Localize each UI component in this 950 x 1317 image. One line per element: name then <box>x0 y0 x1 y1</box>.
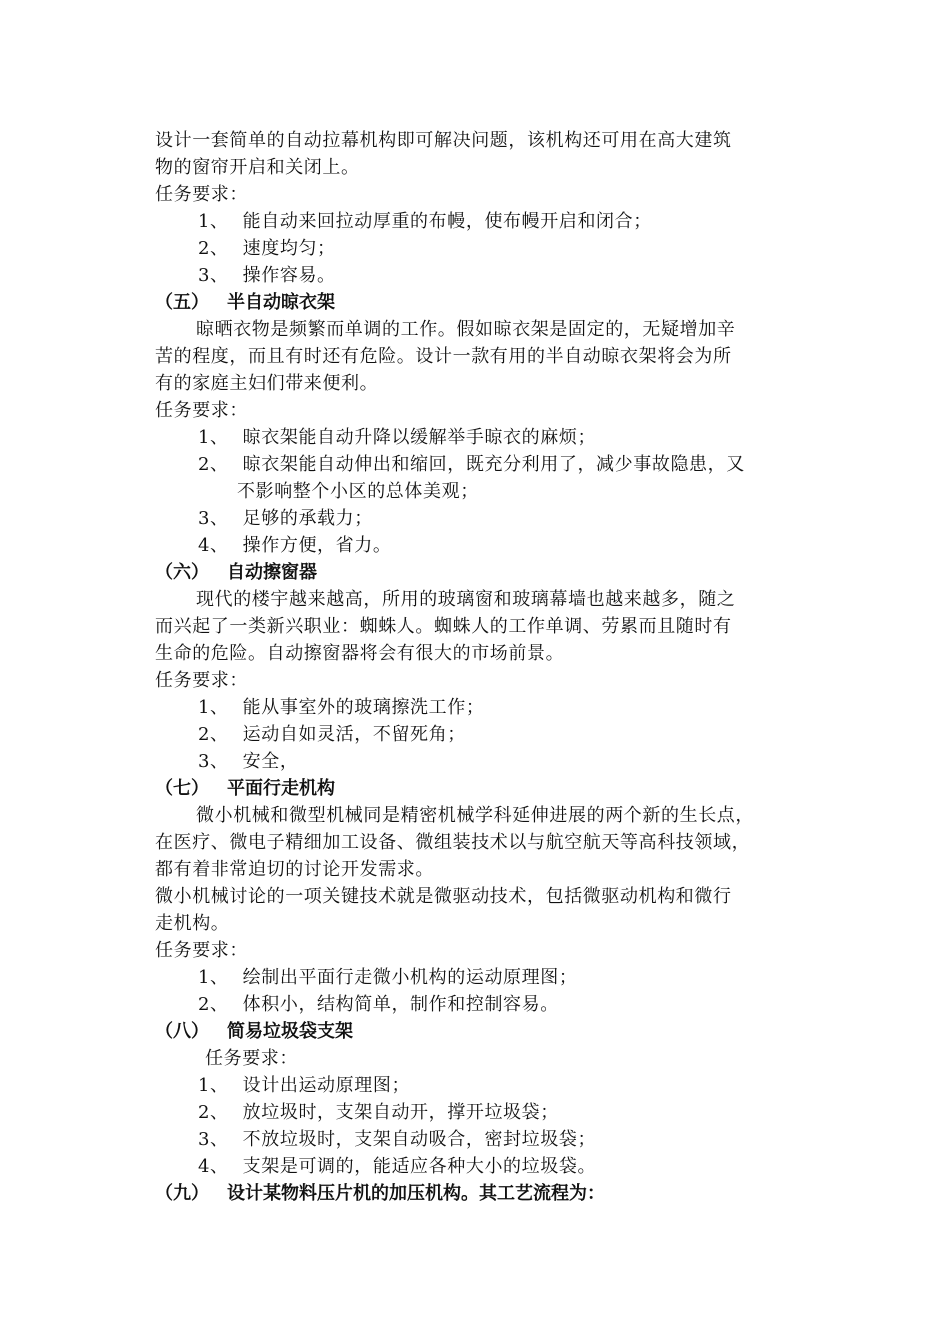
paragraph-line: 设计一套简单的自动拉幕机构即可解决问题，该机构还可用在高大建筑 <box>155 130 732 151</box>
list-text: 不放垃圾时，支架自动吸合，密封垃圾袋； <box>242 1129 597 1150</box>
list-text: 晾衣架能自动伸出和缩回，既充分利用了，减少事故隐患，又 <box>242 454 745 475</box>
list-text: 体积小，结构简单，制作和控制容易。 <box>242 994 559 1015</box>
list-number: 3、 <box>198 508 229 529</box>
list-text: 支架是可调的，能适应各种大小的垃圾袋。 <box>242 1156 597 1177</box>
section-number: （六） <box>155 562 209 583</box>
task-label: 任务要求： <box>155 400 248 421</box>
section-heading <box>155 1181 605 1207</box>
list-number: 1、 <box>198 967 229 988</box>
list-text: 安全， <box>242 751 299 772</box>
list-number: 4、 <box>198 1156 229 1177</box>
list-number: 1、 <box>198 697 229 718</box>
section-heading <box>155 1019 353 1045</box>
list-number: 2、 <box>198 238 229 259</box>
list-text: 能自动来回拉动厚重的布幔，使布幔开启和闭合； <box>242 211 652 232</box>
list-item <box>198 722 466 748</box>
list-item <box>198 965 577 991</box>
paragraph-line: 微小机械讨论的一项关键技术就是微驱动技术，包括微驱动机构和微行 <box>155 886 732 907</box>
list-text: 速度均匀； <box>242 238 336 259</box>
list-number: 2、 <box>198 994 229 1015</box>
list-number: 2、 <box>198 454 229 475</box>
list-item <box>198 1127 596 1153</box>
paragraph-line: 苦的程度，而且有时还有危险。设计一款有用的半自动晾衣架将会为所 <box>155 346 732 367</box>
list-number: 1、 <box>198 427 229 448</box>
list-item <box>198 452 745 478</box>
section-number: （五） <box>155 292 209 313</box>
paragraph-line: 现代的楼宇越来越高，所用的玻璃窗和玻璃幕墙也越来越多，随之 <box>196 589 736 610</box>
paragraph-line: 而兴起了一类新兴职业：蜘蛛人。蜘蛛人的工作单调、劳累而且随时有 <box>155 616 732 637</box>
list-item <box>198 695 484 721</box>
section-title: 简易垃圾袋支架 <box>227 1021 353 1042</box>
paragraph-line: 物的窗帘开启和关闭上。 <box>155 157 360 178</box>
list-text: 足够的承载力； <box>242 508 373 529</box>
task-label: 任务要求： <box>155 940 248 961</box>
section-title: 设计某物料压片机的加压机构。其工艺流程为： <box>227 1183 605 1204</box>
list-text: 能从事室外的玻璃擦洗工作； <box>242 697 485 718</box>
list-item <box>198 425 596 451</box>
paragraph-line: 生命的危险。自动擦窗器将会有很大的市场前景。 <box>155 643 565 664</box>
list-item <box>198 533 391 559</box>
list-item <box>198 749 298 775</box>
section-heading <box>155 290 335 316</box>
list-item <box>198 209 652 235</box>
section-title: 半自动晾衣架 <box>227 292 335 313</box>
list-number: 3、 <box>198 1129 229 1150</box>
list-text: 运动自如灵活，不留死角； <box>242 724 466 745</box>
list-item <box>198 1154 596 1180</box>
list-number: 4、 <box>198 535 229 556</box>
section-number: （七） <box>155 778 209 799</box>
section-heading <box>155 776 335 802</box>
section-number: （八） <box>155 1021 209 1042</box>
list-text: 设计出运动原理图； <box>242 1075 411 1096</box>
section-number: （九） <box>155 1183 209 1204</box>
task-label: 任务要求： <box>155 670 248 691</box>
list-item-continuation: 不影响整个小区的总体美观； <box>237 481 479 502</box>
paragraph-line: 在医疗、微电子精细加工设备、微组装技术以与航空航天等高科技领域， <box>155 832 751 853</box>
list-number: 3、 <box>198 751 229 772</box>
task-label: 任务要求： <box>205 1048 298 1069</box>
list-number: 2、 <box>198 724 229 745</box>
list-text: 晾衣架能自动升降以缓解举手晾衣的麻烦； <box>242 427 597 448</box>
paragraph-line: 晾晒衣物是频繁而单调的工作。假如晾衣架是固定的，无疑增加辛 <box>196 319 736 340</box>
list-text: 操作方便，省力。 <box>242 535 392 556</box>
paragraph-line: 微小机械和微型机械同是精密机械学科延伸进展的两个新的生长点， <box>196 805 754 826</box>
section-title: 自动擦窗器 <box>227 562 317 583</box>
paragraph-line: 都有着非常迫切的讨论开发需求。 <box>155 859 434 880</box>
list-number: 3、 <box>198 265 229 286</box>
list-number: 2、 <box>198 1102 229 1123</box>
list-text: 放垃圾时，支架自动开，撑开垃圾袋； <box>242 1102 559 1123</box>
paragraph-line: 有的家庭主妇们带来便利。 <box>155 373 379 394</box>
list-item <box>198 1100 559 1126</box>
list-item <box>198 263 336 289</box>
list-item <box>198 1073 410 1099</box>
list-item <box>198 236 336 262</box>
list-text: 绘制出平面行走微小机构的运动原理图； <box>242 967 578 988</box>
list-number: 1、 <box>198 1075 229 1096</box>
section-title: 平面行走机构 <box>227 778 335 799</box>
paragraph-line: 走机构。 <box>155 913 230 934</box>
list-item <box>198 506 373 532</box>
list-item <box>198 992 559 1018</box>
list-number: 1、 <box>198 211 229 232</box>
task-label: 任务要求： <box>155 184 248 205</box>
section-heading <box>155 560 317 586</box>
list-text: 操作容易。 <box>242 265 336 286</box>
